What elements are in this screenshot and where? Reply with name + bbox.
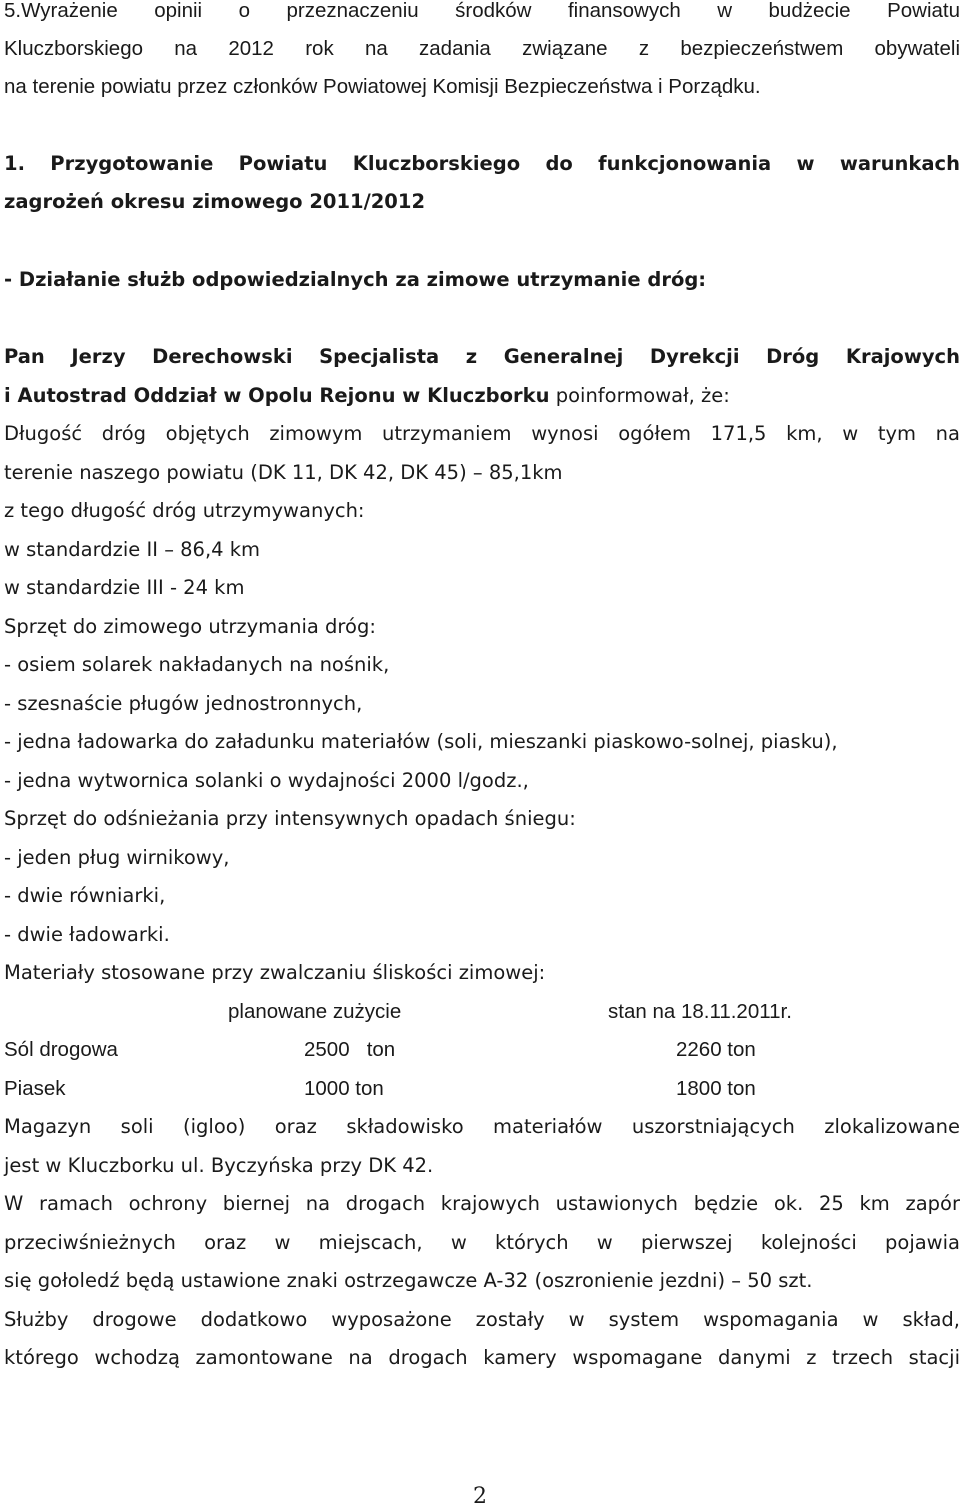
body-line-1: Długość dróg objętych zimowym utrzymaniem wynosi ogółem 171,5 km, w tym na (4, 422, 960, 445)
body-line-12: - jeden pług wirnikowy, (4, 846, 230, 869)
page-number: 2 (473, 1484, 487, 1509)
closing-line-4: przeciwśnieżnych oraz w miejscach, w których w pierwszej kolejności pojawia (4, 1231, 960, 1254)
body-line-7: - osiem solarek nakładanych na nośnik, (4, 653, 390, 676)
body-line-8: - szesnaście pługów jednostronnych, (4, 692, 363, 715)
table-cell-planned: 1000 ton (304, 1077, 384, 1100)
body-line-11: Sprzęt do odśnieżania przy intensywnych opadach śniegu: (4, 807, 576, 830)
body-line-14: - dwie ładowarki. (4, 923, 170, 946)
table-header-stock: stan na 18.11.2011r. (608, 1000, 792, 1023)
closing-line-7: którego wchodzą zamontowane na drogach kamery wspomagane danymi z trzech stacji (4, 1346, 960, 1369)
heading5-line3: na terenie powiatu przez członków Powiatowej Komisji Bezpieczeństwa i Porządku. (4, 75, 761, 98)
closing-line-1: Magazyn soli (igloo) oraz składowisko materiałów uszorstniających zlokalizowane (4, 1115, 960, 1138)
body-line-3: z tego długość dróg utrzymywanych: (4, 499, 365, 522)
speaker-verb: poinformował, że: (549, 384, 730, 407)
closing-line-5: się gołoledź będą ustawione znaki ostrzegawcze A-32 (oszronienie jezdni) – 50 szt. (4, 1269, 813, 1292)
section1-title-line2: zagrożeń okresu zimowego 2011/2012 (4, 190, 426, 213)
heading5-line1: 5.Wyrażenie opinii o przeznaczeniu środków finansowych w budżecie Powiatu (4, 0, 960, 22)
closing-line-3: W ramach ochrony biernej na drogach krajowych ustawionych będzie ok. 25 km zapór (4, 1192, 960, 1215)
heading5-line2: Kluczborskiego na 2012 rok na zadania związane z bezpieczeństwem obywateli (4, 37, 960, 60)
body-line-4: w standardzie II – 86,4 km (4, 538, 261, 561)
table-cell-stock: 1800 ton (676, 1077, 756, 1100)
table-cell-name: Sól drogowa (4, 1038, 118, 1061)
table-cell-planned: 2500 ton (304, 1038, 396, 1061)
body-line-10: - jedna wytwornica solanki o wydajności 2000 l/godz., (4, 769, 529, 792)
body-line-13: - dwie równiarki, (4, 884, 166, 907)
closing-line-2: jest w Kluczborku ul. Byczyńska przy DK 42. (4, 1154, 434, 1177)
body-line-9: - jedna ładowarka do załadunku materiałów (soli, mieszanki piaskowo-solnej, piasku), (4, 730, 838, 753)
table-cell-stock: 2260 ton (676, 1038, 756, 1061)
body-line-2: terenie naszego powiatu (DK 11, DK 42, DK 45) – 85,1km (4, 461, 563, 484)
table-header-planned: planowane zużycie (228, 1000, 402, 1023)
section1-subheading: - Działanie służb odpowiedzialnych za zimowe utrzymanie dróg: (4, 268, 707, 291)
closing-line-6: Służby drogowe dodatkowo wyposażone zostały w system wspomagania w skład, (4, 1308, 960, 1331)
body-line-6: Sprzęt do zimowego utrzymania dróg: (4, 615, 376, 638)
speaker-line2 (4, 383, 960, 409)
speaker-line1: Pan Jerzy Derechowski Specjalista z Generalnej Dyrekcji Dróg Krajowych (4, 345, 960, 368)
speaker-name: i Autostrad Oddział w Opolu Rejonu w Kluczborku (4, 384, 550, 407)
body-line-5: w standardzie III - 24 km (4, 576, 245, 599)
section1-title-line1: 1. Przygotowanie Powiatu Kluczborskiego do funkcjonowania w warunkach (4, 152, 960, 175)
table-cell-name: Piasek (4, 1077, 66, 1100)
body-line-15: Materiały stosowane przy zwalczaniu śliskości zimowej: (4, 961, 546, 984)
